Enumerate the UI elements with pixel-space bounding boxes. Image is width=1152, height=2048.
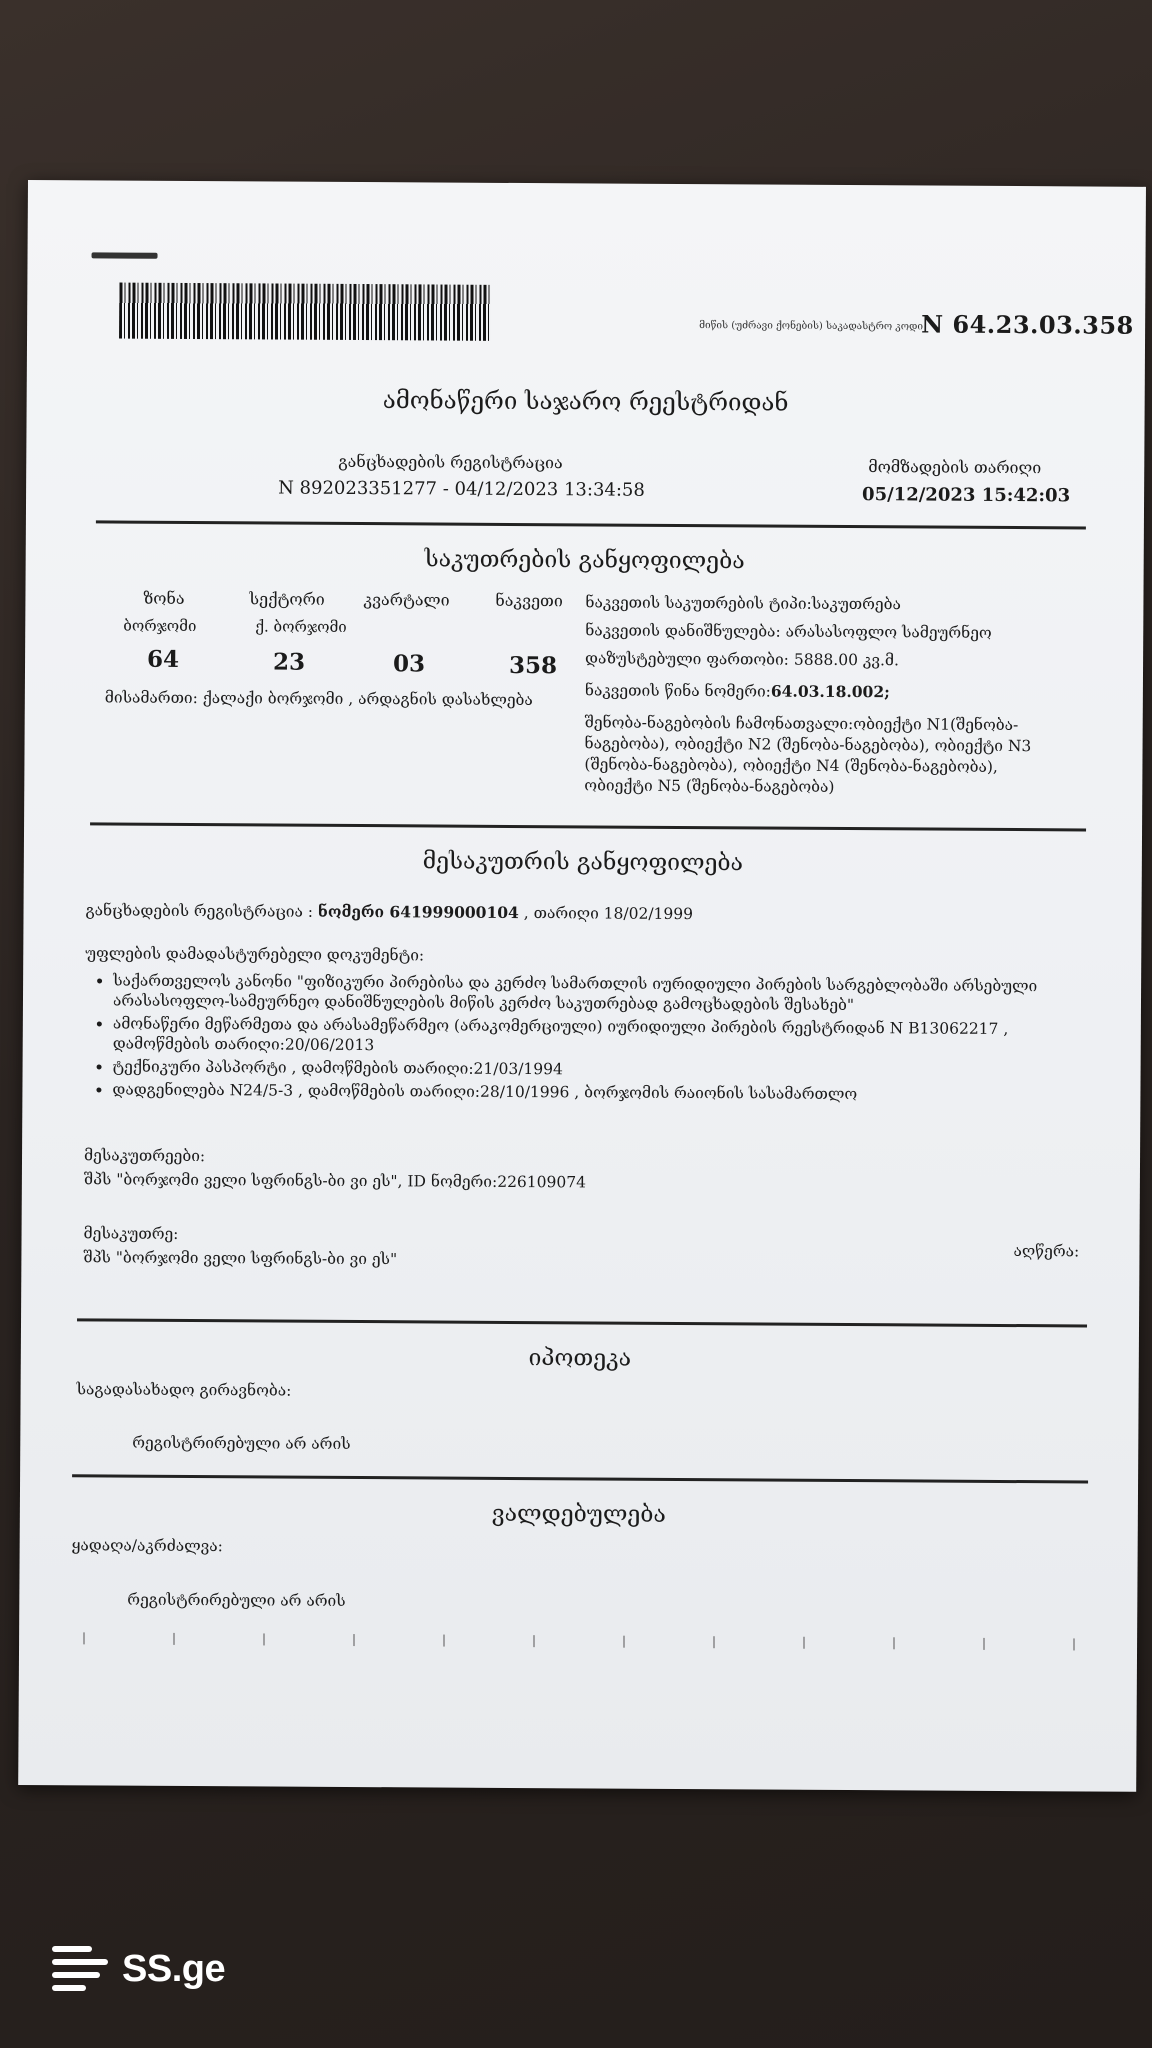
ss-ge-watermark bbox=[52, 1944, 225, 1994]
plot-code: 358 bbox=[508, 651, 558, 680]
owners-label: მესაკუთრეები: bbox=[83, 1146, 206, 1166]
section-divider bbox=[72, 1474, 1088, 1483]
plot-area-label: დაზუსტებული ფართობი: bbox=[585, 649, 789, 669]
owners-value: შპს "ბორჯომი ველი სფრინგს-ბი ვი ეს", ID ნომერი:226109074 bbox=[83, 1170, 587, 1192]
owner-registration-number: ნომერი 641999000104 bbox=[317, 901, 519, 923]
application-registration-label: განცხადების რეგისტრაცია bbox=[338, 451, 563, 473]
plot-purpose: ნაკვეთის დანიშნულება: არასასოფლო სამეურნეო bbox=[585, 621, 992, 642]
section-divider bbox=[77, 1318, 1087, 1327]
application-registration-value: N 892023351277 - 04/12/2023 13:34:58 bbox=[278, 477, 645, 501]
sector-code: 23 bbox=[272, 648, 306, 676]
ownership-type: ნაკვეთის საკუთრების ტიპი:საკუთრება bbox=[585, 593, 901, 614]
section-divider bbox=[90, 822, 1086, 831]
owner-value: შპს "ბორჯომი ველი სფრინგს-ბი ვი ეს" bbox=[83, 1248, 398, 1269]
registry-extract-page bbox=[18, 180, 1146, 1792]
owner-registration-prefix: განცხადების რეგისტრაცია : bbox=[85, 901, 319, 921]
zone-name: ბორჯომი bbox=[123, 616, 197, 636]
documents-label: უფლების დამადასტურებელი დოკუმენტი: bbox=[85, 944, 425, 965]
list-item: • საქართველოს კანონი "ფიზიკური პირებისა და კერძო სამართლის იურიდიული პირების სარგებლობაში არსებული არასასოფლო-სამეურნეო დანიშნულების მიწის კერძო საკუთრებად გამოცხადების შესახებ" bbox=[113, 971, 1073, 1017]
owner-registration bbox=[85, 900, 693, 923]
description-label: აღწერა: bbox=[1013, 1242, 1080, 1261]
document-title: ამონაწერი საჯარო რეესტრიდან bbox=[382, 386, 789, 417]
obligation-section-heading: ვალდებულება bbox=[491, 1500, 666, 1528]
block-header: კვარტალი bbox=[363, 590, 450, 610]
previous-plot-number-value: 64.03.18.002; bbox=[770, 681, 890, 702]
previous-plot-number bbox=[585, 680, 890, 701]
sector-name: ქ. ბორჯომი bbox=[255, 617, 347, 636]
list-item: • დადგენილება N24/5-3 , დამოწმების თარიღი:28/10/1996 , ბორჯომის რაიონის სასამართლო bbox=[112, 1080, 1072, 1106]
documents-list bbox=[82, 970, 1073, 1108]
bottom-edge-marks bbox=[43, 1632, 1103, 1650]
watermark-text: SS.ge bbox=[122, 1947, 226, 1990]
previous-plot-number-label: ნაკვეთის წინა ნომერი: bbox=[584, 681, 771, 701]
owner-section-heading: მესაკუთრის განყოფილება bbox=[422, 848, 744, 877]
tax-collateral-status: რეგისტრირებული არ არის bbox=[132, 1433, 351, 1453]
block-code: 03 bbox=[392, 650, 426, 678]
property-section-heading: საკუთრების განყოფილება bbox=[424, 546, 745, 575]
barcode bbox=[119, 283, 491, 341]
plot-area-value: 5888.00 კვ.მ. bbox=[793, 650, 899, 670]
property-address: მისამართი: ქალაქი ბორჯომი , არდაგნის დასახლება bbox=[104, 688, 533, 710]
buildings-line-4: ობიექტი N5 (შენობა-ნაგებობა) bbox=[584, 776, 835, 796]
seizure-status: რეგისტრირებული არ არის bbox=[127, 1590, 346, 1610]
buildings-line-3: (შენობა-ნაგებობა), ობიექტი N4 (შენობა-ნაგებობა), bbox=[584, 755, 998, 776]
list-item: • ტექნიკური პასპორტი , დამოწმების თარიღი:21/03/1994 bbox=[113, 1057, 1073, 1083]
zone-header: ზონა bbox=[143, 588, 185, 608]
seizure-label: ყადაღა/აკრძალვა: bbox=[71, 1536, 223, 1556]
mortgage-section-heading: იპოთეკა bbox=[528, 1345, 632, 1372]
parcel-code-label: მიწის (უძრავი ქონების) საკადასტრო კოდი bbox=[699, 320, 923, 333]
owner-label: მესაკუთრე: bbox=[83, 1224, 179, 1243]
buildings-line-1: შენობა-ნაგებობის ჩამონათვალი:ობიექტი N1(შენობა- bbox=[584, 713, 1019, 735]
buildings-line-2: ნაგებობა), ობიექტი N2 (შენობა-ნაგებობა), ობიექტი N3 bbox=[584, 734, 1032, 756]
zone-code: 64 bbox=[146, 645, 180, 673]
preparation-date-value: 05/12/2023 15:42:03 bbox=[862, 484, 1071, 507]
preparation-date-label: მომზადების თარიღი bbox=[868, 457, 1042, 478]
plot-area bbox=[585, 649, 899, 669]
menu-lines-icon bbox=[52, 1944, 108, 1994]
parcel-code-value: N 64.23.03.358 bbox=[921, 309, 1134, 340]
tax-collateral-label: საგადასახადო გირავნობა: bbox=[76, 1380, 292, 1400]
plot-header: ნაკვეთი bbox=[495, 590, 563, 611]
owner-registration-date: , თარიღი 18/02/1999 bbox=[518, 904, 694, 924]
top-dash-mark bbox=[92, 252, 158, 258]
section-divider bbox=[96, 520, 1086, 529]
list-item: • ამონაწერი მეწარმეთა და არასამეწარმეო (არაკომერციული) იურიდიული პირების რეესტრიდან N B13062217 , დამოწმების თარიღი:20/06/2013 bbox=[113, 1014, 1073, 1060]
sector-header: სექტორი bbox=[249, 589, 325, 609]
